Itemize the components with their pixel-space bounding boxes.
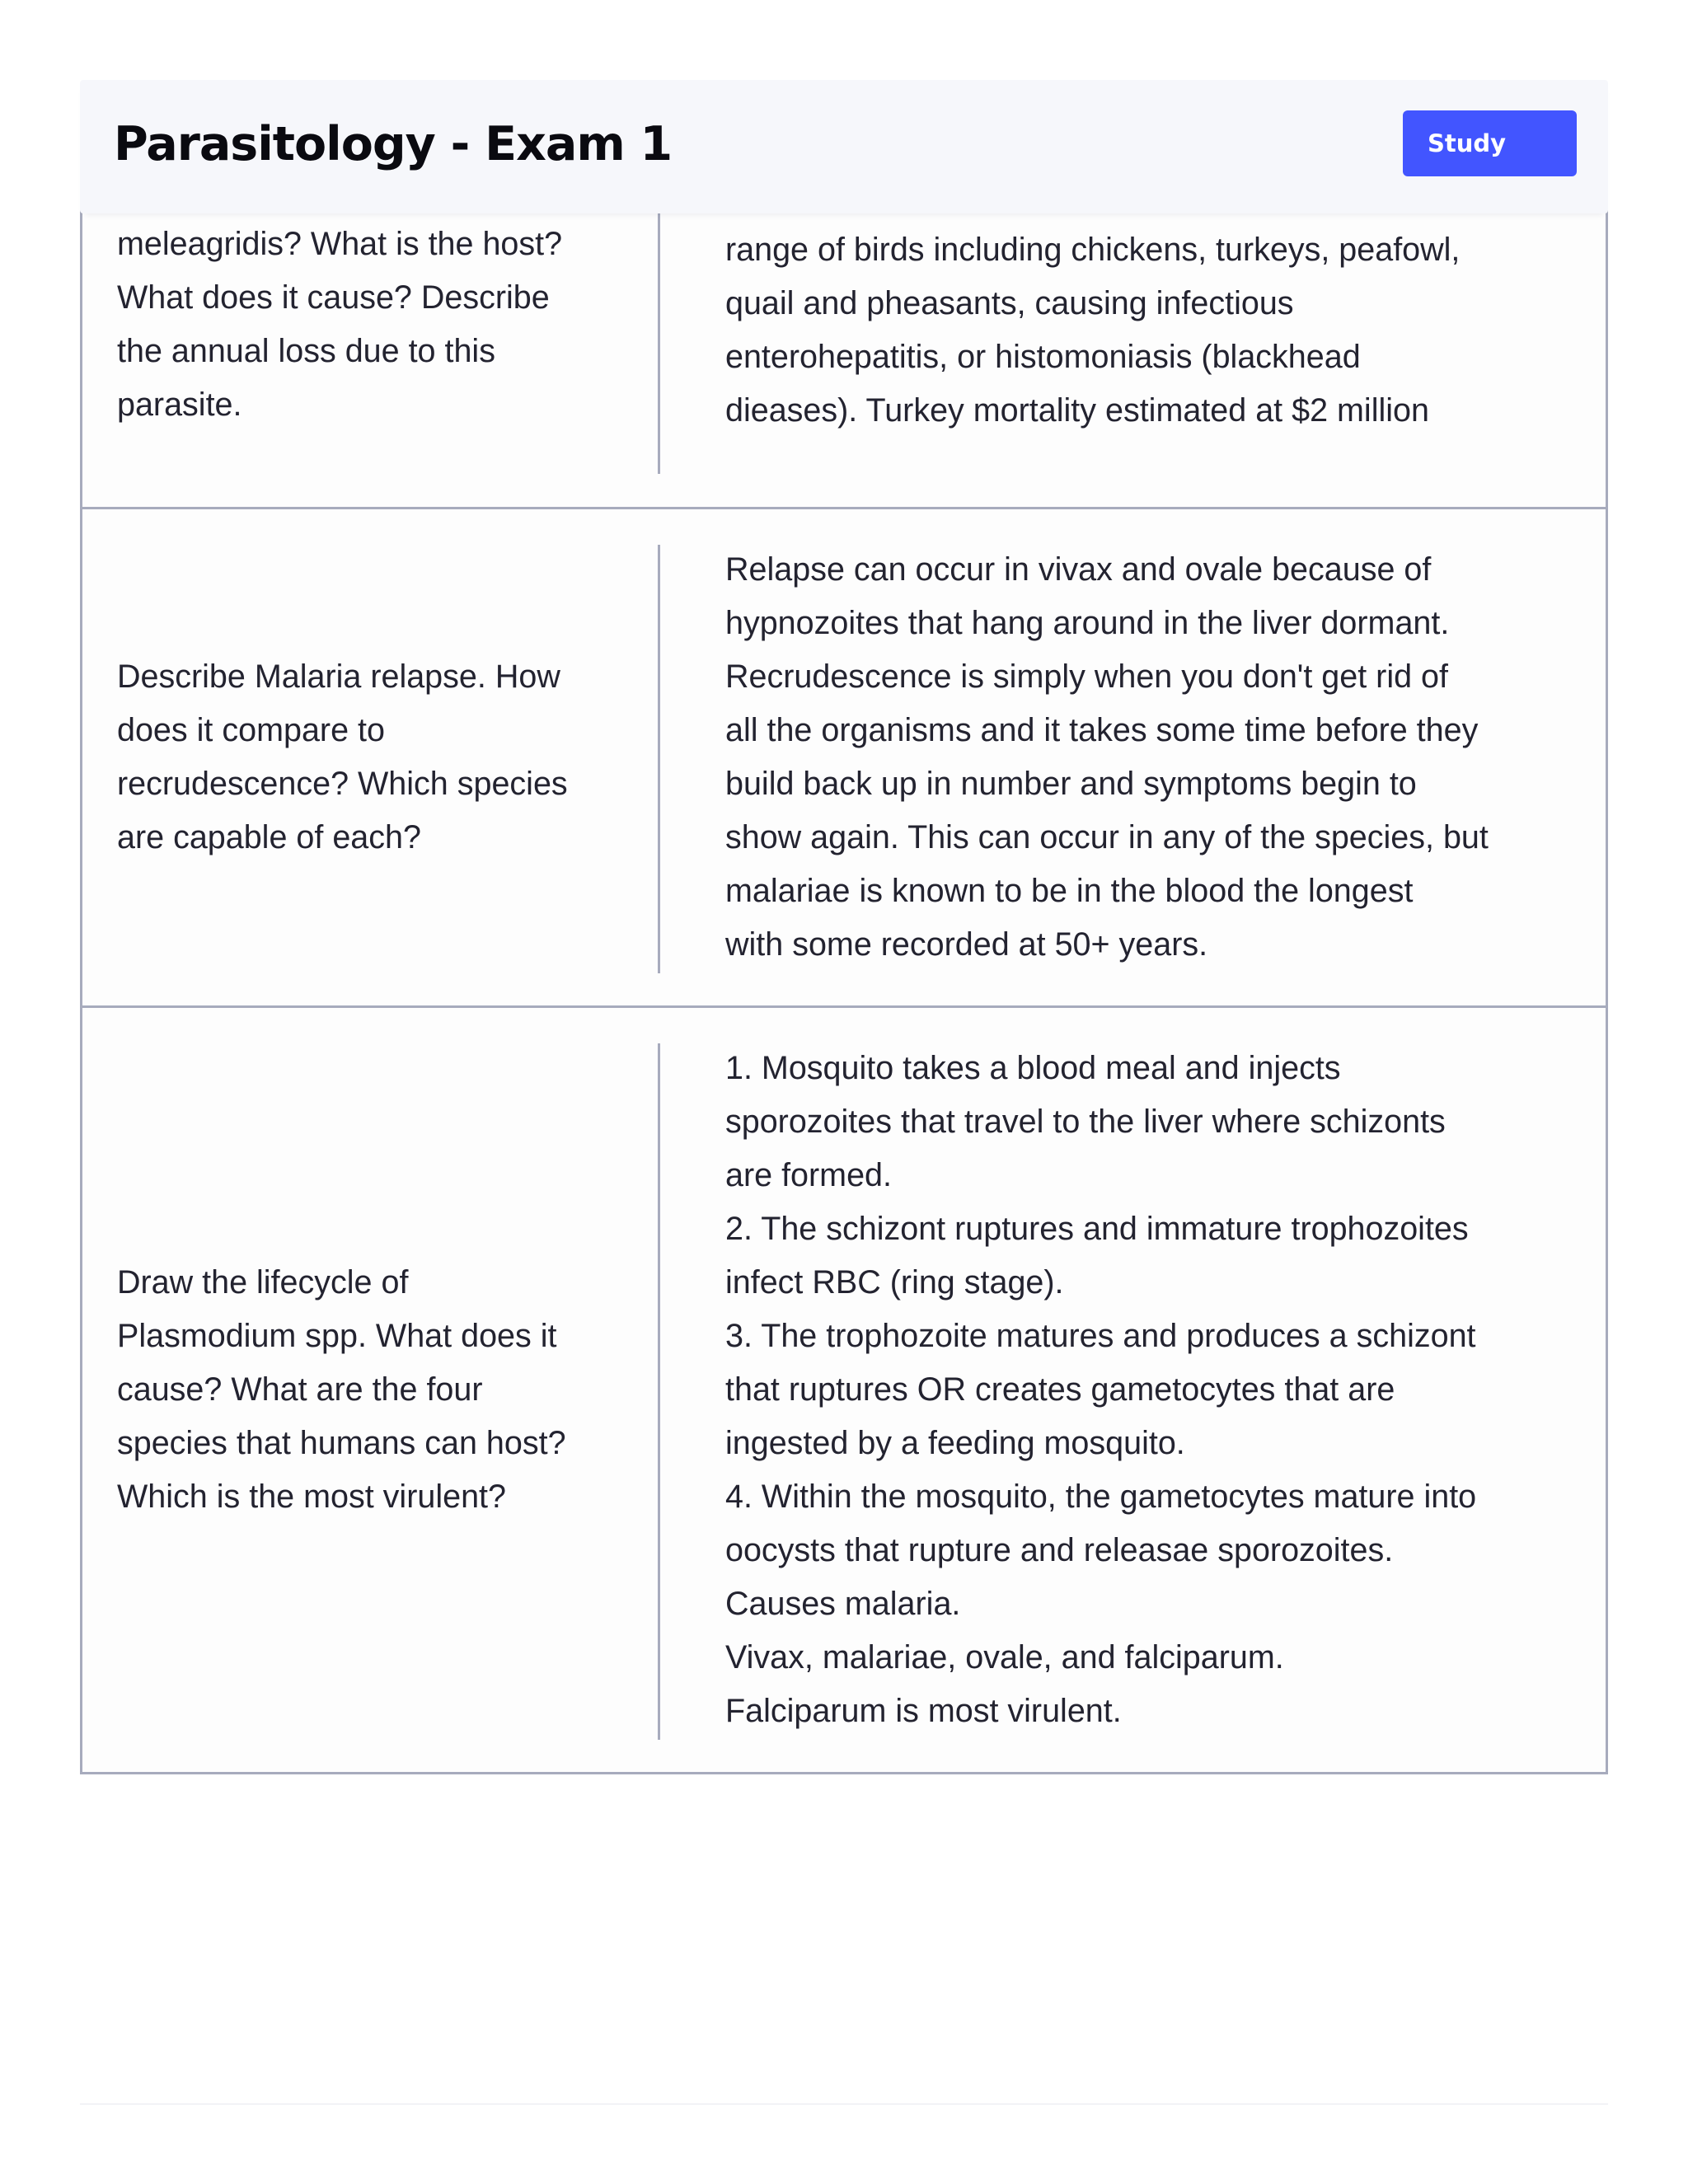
flashcard-list	[80, 148, 1608, 1774]
column-divider	[658, 1043, 660, 1740]
column-divider	[658, 545, 660, 973]
term-cell	[82, 509, 659, 1005]
term-text: meleagridis? What is the host? What does it cause? Describe the annual loss due to this parasite.	[117, 226, 563, 423]
term-cell	[82, 1008, 659, 1772]
definition-text: Relapse can occur in vivax and ovale because of hypnozoites that hang around in the liver dormant. Recrudescence is simply when you don't get rid of all the organisms and it takes some time before they build back up in number and symptoms begin to show again. This can occur in any of the species, but malariae is known to be in the blood the longest with some recorded at 50+ years.	[725, 551, 1489, 963]
term-text: Draw the lifecycle of Plasmodium spp. What does it cause? What are the four species that humans can host? Which is the most virulent?	[117, 1264, 566, 1515]
flashcard-row	[80, 1008, 1608, 1774]
header-bar	[80, 80, 1608, 213]
page-title: Parasitology - Exam 1	[114, 117, 673, 171]
definition-text: range of birds including chickens, turkeys, peafowl, quail and pheasants, causing infectious enterohepatitis, or histomoniasis (blackhead dieases). Turkey mortality estimated at $2 million	[725, 232, 1461, 429]
study-button[interactable]: Study	[1403, 110, 1577, 176]
term-text: Describe Malaria relapse. How does it compare to recrudescence? Which species are capable of each?	[117, 658, 568, 855]
column-divider	[658, 212, 660, 474]
definition-cell	[725, 1008, 1540, 1772]
definition-text: 1. Mosquito takes a blood meal and injects sporozoites that travel to the liver where schizonts are formed. 2. The schizont ruptures and immature trophozoites infect RBC (ring stage). 3. The trophozoite matures and produces a schizont that ruptures OR creates gametocytes that are ingested by a feeding mosquito. 4. Within the mosquito, the gametocytes mature into oocysts that rupture and releasae sporozoites. Causes malaria. Vivax, malariae, ovale, and falciparum. Falciparum is most virulent.	[725, 1050, 1477, 1729]
definition-cell	[725, 509, 1540, 1005]
footer-divider	[80, 2103, 1608, 2105]
flashcard-row	[80, 509, 1608, 1008]
